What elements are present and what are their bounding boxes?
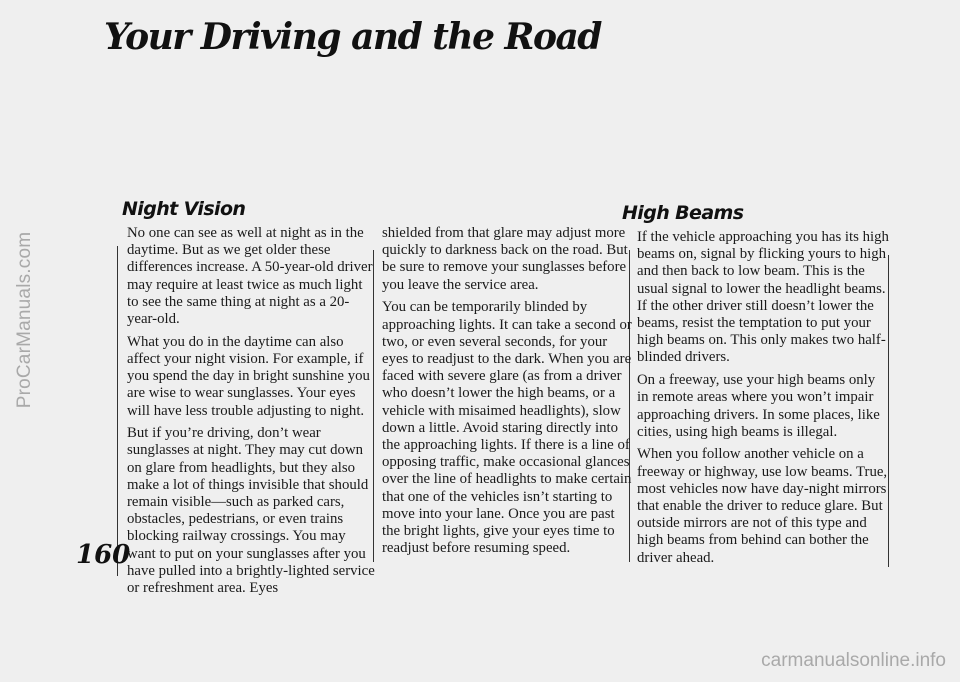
paragraph: When you follow another vehicle on a freeway or highway, use low beams. True, most vehicles now have day-night mirrors that enable the driver to reduce glare. But outside mirrors are not of this type and high beams from behind can bother the driver ahead.: [637, 446, 888, 566]
paragraph: On a freeway, use your high beams only in remote areas where you won’t impair approaching drivers. In some places, like cities, using high beams is illegal.: [637, 372, 880, 440]
side-watermark-text: ProCarManuals.com: [14, 231, 35, 409]
side-watermark: [10, 60, 40, 580]
text-column-2: [382, 225, 632, 563]
page-number: 160: [76, 540, 131, 570]
section-heading-high-beams: High Beams: [622, 202, 744, 224]
section-heading-night-vision: Night Vision: [122, 198, 246, 220]
paragraph: shielded from that glare may adjust more quickly to darkness back on the road. But be sure to remove your sunglasses before you leave the service area.: [382, 225, 628, 293]
left-margin-rule: [117, 246, 118, 576]
paragraph: What you do in the daytime can also affect your night vision. For example, if you spend the day in bright sunshine you are wise to wear sunglasses. Your eyes will have less trouble adjusting to night.: [127, 333, 370, 419]
text-column-1: [127, 225, 377, 603]
paragraph: But if you’re driving, don’t wear sunglasses at night. They may cut down on glare from headlights, but they also make a lot of things invisible that should remain visible—such as parked cars, obstacles, pedestrians, or even trains blocking railway crossings. You may want to put on your sunglasses after you have pulled into a brightly-lighted service or refreshment area. Eyes: [127, 425, 375, 597]
paragraph: No one can see as well at night as in the daytime. But as we get older these differences increase. A 50-year-old driver may require at least twice as much light to see the same thing at night as a 20-year-old.: [127, 225, 373, 328]
bottom-watermark: carmanualsonline.info: [761, 650, 946, 671]
text-column-3: [637, 229, 889, 572]
paragraph: You can be temporarily blinded by approaching lights. It can take a second or two, or even several seconds, for your eyes to readjust to the dark. When you are faced with severe glare (as from a driver who doesn’t lower the high beams, or a vehicle with misaimed headlights), slow down a little. Avoid staring directly into the approaching lights. If there is a line of opposing traffic, make occasional glances over the line of headlights to make certain that one of the vehicles isn’t starting to move into your lane. Once you are past the bright lights, give your eyes time to readjust before resuming speed.: [382, 299, 632, 557]
paragraph: If the vehicle approaching you has its high beams on, signal by flicking yours to high and then back to low beam. This is the usual signal to lower the headlight beams. If the other driver still doesn’t lower the beams, resist the temptation to put your high beams on. This only makes two half-blinded drivers.: [637, 229, 889, 366]
chapter-title: Your Driving and the Road: [104, 16, 601, 58]
